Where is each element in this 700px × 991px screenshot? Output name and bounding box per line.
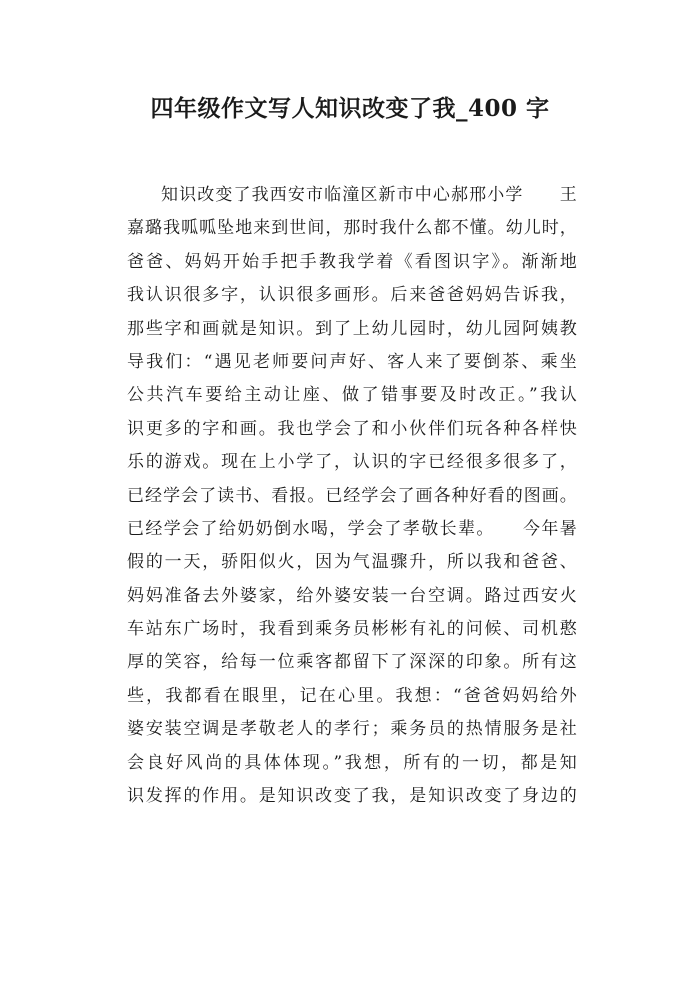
essay-line: 乐的游戏。现在上小学了，认识的字已经很多很多了， (127, 452, 577, 473)
essay-line: 车站东广场时，我看到乘务员彬彬有礼的问候、司机憨 (127, 619, 577, 640)
essay-line: 公共汽车要给主动让座、做了错事要及时改正。”我认 (127, 385, 577, 406)
essay-line: 已经学会了给奶奶倒水喝，学会了孝敬长辈。 今年暑 (127, 518, 577, 539)
essay-line: 爸爸、妈妈开始手把手教我学着《看图识字》。渐渐地 (127, 251, 577, 272)
essay-line: 会良好风尚的具体体现。”我想，所有的一切，都是知 (127, 752, 577, 773)
essay-line: 已经学会了读书、看报。已经学会了画各种好看的图画。 (127, 485, 577, 506)
essay-line: 些，我都看在眼里，记在心里。我想：“爸爸妈妈给外 (127, 685, 577, 706)
essay-line: 嘉璐我呱呱坠地来到世间，那时我什么都不懂。幼儿时， (127, 218, 577, 239)
essay-line: 那些字和画就是知识。到了上幼儿园时，幼儿园阿姨教 (127, 318, 577, 339)
essay-line: 厚的笑容，给每一位乘客都留下了深深的印象。所有这 (127, 652, 577, 673)
essay-line: 我认识很多字，认识很多画形。后来爸爸妈妈告诉我， (127, 285, 577, 306)
essay-line: 妈妈准备去外婆家，给外婆安装一台空调。路过西安火 (127, 585, 577, 606)
essay-line: 识更多的字和画。我也学会了和小伙伴们玩各种各样快 (127, 418, 577, 439)
document-title: 四年级作文写人知识改变了我_400 字 (150, 95, 550, 122)
essay-line: 知识改变了我西安市临潼区新市中心郝邢小学 王 (161, 185, 577, 205)
essay-body (127, 179, 577, 813)
essay-line: 假的一天，骄阳似火，因为气温骤升，所以我和爸爸、 (127, 552, 577, 573)
essay-line: 识发挥的作用。是知识改变了我，是知识改变了身边的 (127, 786, 577, 807)
essay-line: 导我们：“遇见老师要问声好、客人来了要倒茶、乘坐 (127, 351, 577, 372)
essay-line: 婆安装空调是孝敬老人的孝行；乘务员的热情服务是社 (127, 719, 577, 740)
